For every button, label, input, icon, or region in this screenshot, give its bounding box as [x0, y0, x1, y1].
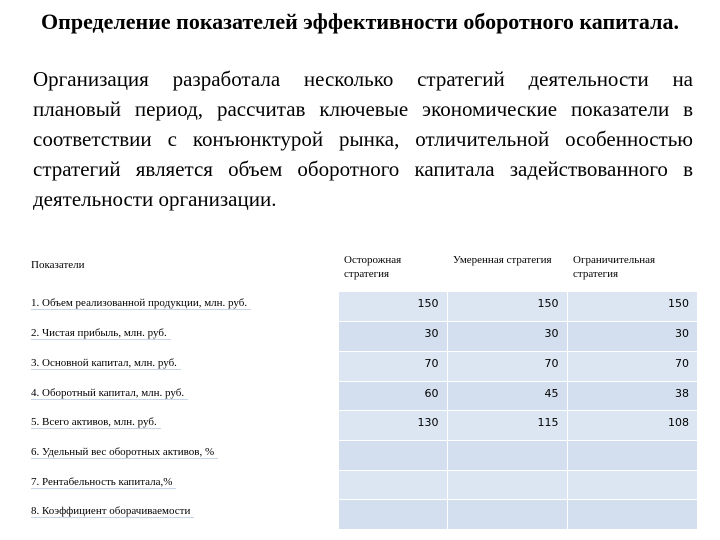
table-row	[25, 411, 697, 441]
cell-moderate: 45	[447, 381, 567, 411]
strategy-table	[25, 237, 697, 530]
row-label: 1. Объем реализованной продукции, млн. руб.	[25, 292, 338, 322]
strategy-table-container	[25, 237, 697, 530]
cell-moderate: 115	[447, 411, 567, 441]
header-moderate-strategy: Умеренная стратегия	[447, 237, 567, 292]
row-label: 2. Чистая прибыль, млн. руб.	[25, 322, 338, 352]
cell-restrictive	[567, 470, 697, 500]
table-row	[25, 470, 697, 500]
header-cautious-strategy: Осторожная стратегия	[338, 237, 447, 292]
cell-cautious	[338, 440, 447, 470]
cell-restrictive	[567, 500, 697, 530]
table-row	[25, 381, 697, 411]
cell-cautious	[338, 500, 447, 530]
header-restrictive-strategy: Ограничительная стратегия	[567, 237, 697, 292]
table-row	[25, 351, 697, 381]
header-indicators: Показатели	[25, 237, 338, 292]
cell-moderate	[447, 500, 567, 530]
slide-title: Определение показателей эффективности оборотного капитала.	[41, 9, 679, 34]
row-label: 7. Рентабельность капитала,%	[25, 470, 338, 500]
cell-cautious	[338, 470, 447, 500]
cell-restrictive: 150	[567, 292, 697, 322]
cell-cautious: 60	[338, 381, 447, 411]
cell-cautious: 30	[338, 322, 447, 352]
row-label: 6. Удельный вес оборотных активов, %	[25, 440, 338, 470]
cell-moderate: 70	[447, 351, 567, 381]
cell-restrictive	[567, 440, 697, 470]
table-row	[25, 500, 697, 530]
row-label: 5. Всего активов, млн. руб.	[25, 411, 338, 441]
cell-cautious: 150	[338, 292, 447, 322]
cell-moderate	[447, 440, 567, 470]
table-row	[25, 322, 697, 352]
cell-cautious: 70	[338, 351, 447, 381]
row-label: 8. Коэффициент оборачиваемости	[25, 500, 338, 530]
cell-moderate	[447, 470, 567, 500]
cell-moderate: 150	[447, 292, 567, 322]
cell-restrictive: 38	[567, 381, 697, 411]
table-row	[25, 292, 697, 322]
row-label: 3. Основной капитал, млн. руб.	[25, 351, 338, 381]
cell-restrictive: 30	[567, 322, 697, 352]
cell-restrictive: 108	[567, 411, 697, 441]
cell-restrictive: 70	[567, 351, 697, 381]
table-header-row	[25, 237, 697, 292]
task-description: Организация разработала несколько стратегий деятельности на плановый период, рассчитав ключевые экономические показатели в соответствии с конъюнктурой рынка, отличительной особенностью стратегий является объем оборотного капитала задействованного в деятельности организации.	[33, 67, 693, 211]
row-label: 4. Оборотный капитал, млн. руб.	[25, 381, 338, 411]
table-row	[25, 440, 697, 470]
cell-moderate: 30	[447, 322, 567, 352]
cell-cautious: 130	[338, 411, 447, 441]
